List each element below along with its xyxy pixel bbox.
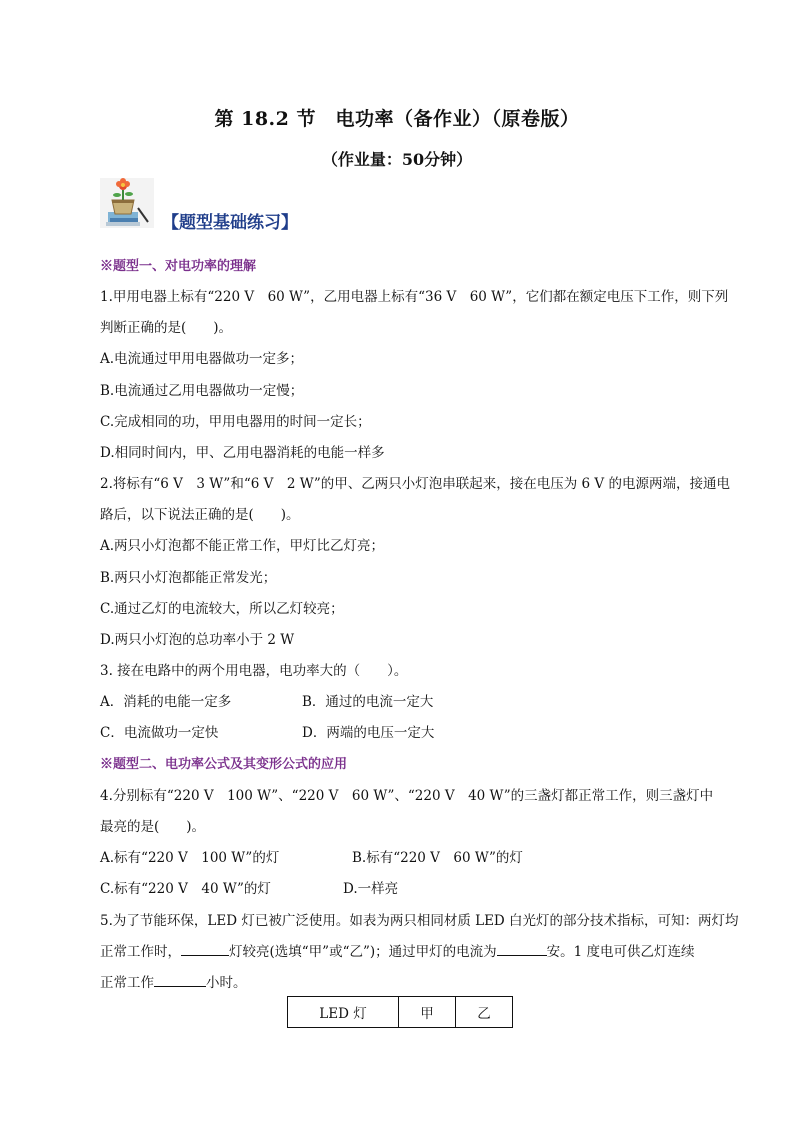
q3-stem: 3. 接在电路中的两个用电器，电功率大的（ ）。 bbox=[100, 663, 408, 679]
q1-option-c: C.完成相同的功，甲用电器用的时间一定长； bbox=[100, 414, 371, 430]
q4-option-c: C.标有“220 V 40 W”的灯 bbox=[100, 881, 271, 897]
flower-pot-icon bbox=[100, 178, 154, 228]
q5-stem-line2 bbox=[100, 940, 695, 960]
q3-option-c: C．电流做功一定快 bbox=[100, 725, 219, 741]
page-subtitle: （作业量：50分钟） bbox=[321, 150, 473, 169]
q5-text-4: 正常工作 bbox=[100, 975, 154, 991]
table-header-led: LED 灯 bbox=[288, 997, 399, 1028]
section-title: 【题型基础练习】 bbox=[162, 213, 298, 233]
q3-option-a: A．消耗的电能一定多 bbox=[100, 694, 232, 710]
type-heading-1: ※题型一、对电功率的理解 bbox=[100, 259, 257, 274]
q1-stem-line2: 判断正确的是( )。 bbox=[100, 320, 233, 336]
q4-option-d: D.一样亮 bbox=[343, 881, 399, 897]
q5-stem-line3 bbox=[100, 971, 247, 991]
q2-stem-line2: 路后，以下说法正确的是( )。 bbox=[100, 507, 300, 523]
table-header-jia: 甲 bbox=[399, 997, 456, 1028]
q2-stem-line1: 2.将标有“6 V 3 W”和“6 V 2 W”的甲、乙两只小灯泡串联起来，接在电压为 6 V 的电源两端，接通电 bbox=[100, 476, 730, 492]
table-row bbox=[288, 997, 513, 1028]
q5-text-1: 正常工作时， bbox=[100, 944, 181, 960]
q2-option-b: B.两只小灯泡都能正常发光； bbox=[100, 570, 277, 586]
q4-option-a: A.标有“220 V 100 W”的灯 bbox=[100, 850, 280, 866]
type-heading-2: ※题型二、电功率公式及其变形公式的应用 bbox=[100, 757, 348, 772]
q1-option-a: A.电流通过甲用电器做功一定多； bbox=[100, 351, 304, 367]
q5-text-5: 小时。 bbox=[206, 975, 247, 991]
table-header-yi: 乙 bbox=[456, 997, 513, 1028]
q5-text-3: 安。1 度电可供乙灯连续 bbox=[546, 944, 695, 960]
answer-blank-3 bbox=[154, 973, 206, 987]
q5-text-2: 灯较亮(选填“甲”或“乙”)；通过甲灯的电流为 bbox=[229, 944, 497, 960]
q1-option-b: B.电流通过乙用电器做功一定慢； bbox=[100, 383, 304, 399]
q5-stem-line1: 5.为了节能环保，LED 灯已被广泛使用。如表为两只相同材质 LED 白光灯的部分技术指标，可知：两灯均 bbox=[100, 913, 739, 929]
answer-blank-2 bbox=[497, 942, 547, 956]
q3-option-d: D．两端的电压一定大 bbox=[302, 725, 435, 741]
q4-stem-line2: 最亮的是( )。 bbox=[100, 819, 206, 835]
q1-option-d: D.相同时间内，甲、乙用电器消耗的电能一样多 bbox=[100, 445, 385, 461]
q1-stem-line1: 1.甲用电器上标有“220 V 60 W”，乙用电器上标有“36 V 60 W”，它们都在额定电压下工作，则下列 bbox=[100, 289, 729, 305]
q4-stem-line1: 4.分别标有“220 V 100 W”、“220 V 60 W”、“220 V 40 W”的三盏灯都正常工作，则三盏灯中 bbox=[100, 788, 714, 804]
q3-option-b: B．通过的电流一定大 bbox=[302, 694, 434, 710]
q4-option-b: B.标有“220 V 60 W”的灯 bbox=[352, 850, 523, 866]
page-title: 第 18.2 节 电功率（备作业）（原卷版） bbox=[214, 108, 580, 130]
led-spec-table bbox=[287, 996, 513, 1028]
q2-option-a: A.两只小灯泡都不能正常工作，甲灯比乙灯亮； bbox=[100, 538, 385, 554]
answer-blank-1 bbox=[181, 942, 229, 956]
q2-option-c: C.通过乙灯的电流较大，所以乙灯较亮； bbox=[100, 601, 344, 617]
q2-option-d: D.两只小灯泡的总功率小于 2 W bbox=[100, 632, 295, 648]
